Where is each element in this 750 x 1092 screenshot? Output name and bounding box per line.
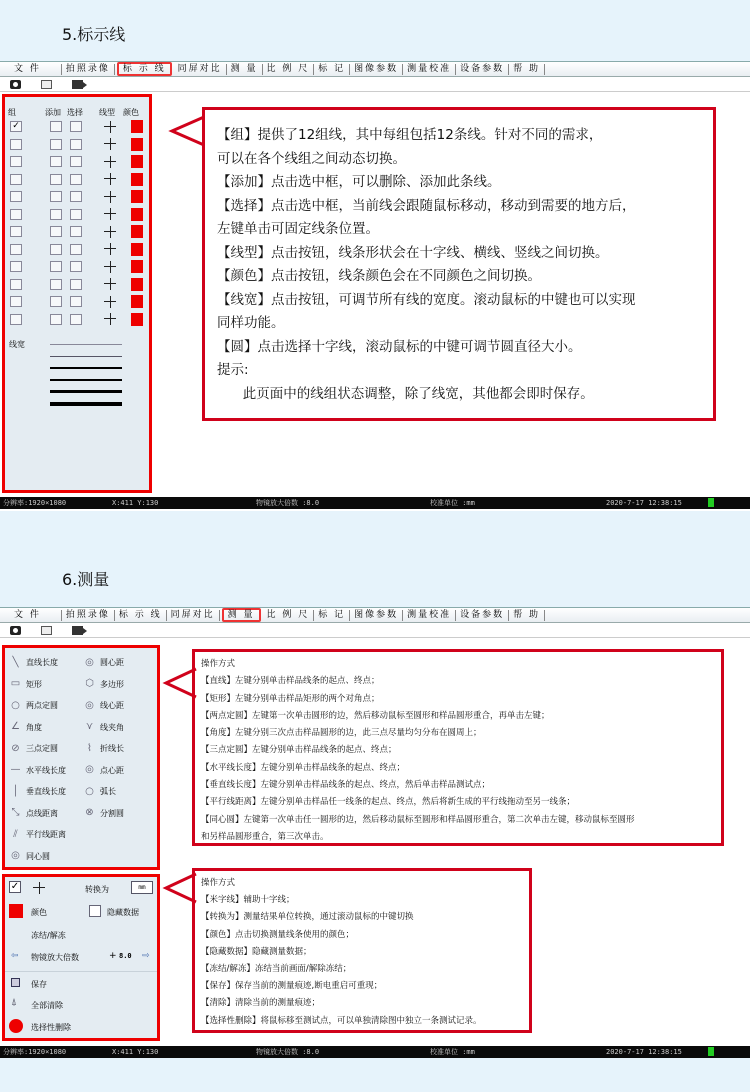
color-swatch[interactable] — [131, 190, 143, 203]
crosshair-linetype-icon[interactable] — [104, 173, 116, 185]
resolution-text: 分辨率:1920×1080 — [3, 1048, 67, 1056]
tool-button[interactable] — [9, 678, 83, 690]
callout-line: 和另样品圆形重合，第三次单击。 — [201, 831, 329, 842]
select-checkbox[interactable] — [70, 261, 82, 272]
menu-item[interactable]: 图像参数 — [350, 64, 403, 75]
tool-button[interactable] — [9, 721, 83, 733]
linetype-header: 线型 — [99, 107, 115, 117]
crosshair-checkbox[interactable]: ✓ — [10, 881, 20, 892]
line-icon: ╲ — [12, 656, 19, 668]
select-checkbox[interactable] — [70, 244, 82, 255]
group-row — [5, 206, 149, 224]
crosshair-linetype-icon[interactable] — [104, 156, 116, 168]
callout-line: 【颜色】点击按钮，线条颜色会在不同颜色之间切换。 — [217, 268, 541, 284]
save-icon[interactable] — [11, 978, 20, 987]
selective-delete-icon[interactable] — [9, 1019, 23, 1033]
hide-data-checkbox[interactable] — [89, 905, 101, 917]
check-icon: ✓ — [12, 121, 20, 132]
divider — [5, 971, 157, 972]
split-circle-icon: ⊗ — [85, 807, 94, 819]
add-checkbox[interactable] — [50, 226, 62, 237]
clear-all-button[interactable]: 全部清除 — [31, 1001, 63, 1010]
group-checkbox[interactable] — [10, 191, 22, 202]
group-row — [5, 188, 149, 206]
tool-row — [9, 738, 157, 760]
menu-item[interactable]: 文 件 — [0, 610, 62, 621]
datetime-text: 2020-7-17 12:38:15 — [606, 499, 682, 507]
callout-line: 【平行线距离】左键分别单击样品任一线条的起点、终点，然后将新生成的平行线拖动至另一线条； — [201, 797, 576, 808]
video-icon[interactable] — [72, 626, 83, 635]
add-checkbox[interactable] — [50, 261, 62, 272]
add-checkbox[interactable] — [50, 314, 62, 325]
tool-row — [9, 717, 157, 739]
tool-row — [9, 674, 157, 696]
tool-label: 直线长度 — [26, 658, 58, 668]
callout-line: 【直线】左键分别单击样品线条的起点、终点； — [201, 676, 380, 687]
crosshair-linetype-icon[interactable] — [104, 243, 116, 255]
callout-line: 操作方式 — [201, 878, 236, 888]
color-swatch[interactable] — [131, 138, 143, 151]
callout-line: 【添加】点击选中框，可以删除、添加此条线。 — [217, 174, 501, 190]
callout-line: 同样功能。 — [217, 315, 285, 331]
tool-button[interactable] — [9, 786, 83, 798]
group-checkbox[interactable] — [10, 261, 22, 272]
tool-label: 多边形 — [100, 679, 124, 689]
callout-line: 提示: — [217, 362, 249, 378]
status-bar — [0, 1046, 750, 1058]
group-row — [5, 223, 149, 241]
callout-line: 可以在各个线组之间动态切换。 — [217, 150, 406, 167]
callout-line: 左键单击可固定线条位置。 — [217, 221, 379, 237]
callout-line: 【颜色】点击切换测量线条使用的颜色； — [201, 929, 355, 940]
callout-line: 【两点定圆】左键第一次单击圆形的边，然后移动鼠标至圆形和样品圆形重合，再单击左键； — [201, 710, 550, 721]
angle-icon: ∠ — [11, 721, 20, 733]
callout-line: 【三点定圆】左键分别单击样品线条的起点、终点； — [201, 745, 397, 756]
tool-label: 矩形 — [26, 679, 42, 689]
group-checkbox[interactable] — [10, 156, 22, 167]
vertical-line-icon: │ — [12, 785, 19, 797]
tool-button[interactable] — [9, 850, 83, 862]
callout-line: 【选择性删除】将鼠标移至测试点，可以单独清除图中独立一条测试记录。 — [201, 1015, 482, 1026]
rectangle-icon: ▭ — [10, 678, 21, 690]
callout-line: 【选择】点击选中框，当前线会跟随鼠标移动，移动到需要的地方后， — [217, 197, 636, 214]
line-angle-icon: ⋎ — [85, 721, 94, 733]
group-checkbox[interactable] — [10, 279, 22, 290]
callout-line: 【组】提供了12组线，其中每组包括12条线。针对不同的需求， — [217, 127, 603, 143]
color-swatch[interactable] — [131, 313, 143, 326]
callout-line: 【保存】保存当前的测量痕迹,断电重启可重现； — [201, 981, 383, 992]
tool-button[interactable] — [9, 829, 83, 841]
group-row — [5, 258, 149, 276]
callout-line: 【转换为】测量结果单位转换，通过滚动鼠标的中键切换 — [201, 912, 414, 923]
tool-label: 点心距 — [100, 765, 124, 775]
group-checkbox[interactable] — [10, 244, 22, 255]
save-button[interactable]: 保存 — [31, 980, 47, 989]
select-checkbox[interactable] — [70, 226, 82, 237]
menu-item[interactable]: 帮 助 — [509, 610, 545, 621]
line-width-option[interactable] — [50, 390, 122, 393]
group-row — [5, 293, 149, 311]
callout-box — [202, 107, 716, 421]
callout-text — [205, 110, 713, 406]
group-checkbox[interactable] — [10, 209, 22, 220]
point-line-icon: ⤡ — [11, 807, 20, 819]
line-width-option[interactable] — [50, 367, 122, 369]
color-label: 颜色 — [31, 908, 47, 917]
tool-button[interactable] — [9, 743, 83, 755]
freeze-button[interactable]: 冻结/解冻 — [31, 931, 66, 940]
crosshair-linetype-icon[interactable] — [104, 226, 116, 238]
marker-line-panel — [2, 94, 152, 493]
color-swatch[interactable] — [131, 225, 143, 238]
color-swatch[interactable] — [131, 260, 143, 273]
menu-item[interactable]: 测量校准 — [403, 610, 456, 621]
line-width-label: 线宽 — [9, 340, 25, 349]
group-checkbox[interactable] — [10, 314, 22, 325]
polyline-icon: ⌇ — [87, 742, 92, 754]
magnify-text: 物镜放大倍数 :8.0 — [256, 499, 320, 507]
selective-delete-button[interactable]: 选择性删除 — [31, 1023, 71, 1032]
callout-line: 【线宽】点击按钮，可调节所有线的宽度。滚动鼠标的中键也可以实现 — [217, 291, 636, 308]
tool-row — [9, 803, 157, 825]
line-center-icon: ◎ — [85, 699, 94, 711]
group-list — [5, 118, 149, 328]
tool-button[interactable] — [9, 700, 83, 712]
callout-line: 【同心圆】左键第一次单击任一圆形的边，然后移动鼠标至圆形和样品圆形重合，第二次单击左键，移动鼠标至圆形 — [201, 814, 635, 825]
tool-button[interactable] — [9, 657, 83, 669]
group-row — [5, 153, 149, 171]
unit-selector[interactable]: mm — [131, 881, 153, 894]
tool-button[interactable] — [83, 657, 157, 669]
select-checkbox[interactable] — [70, 121, 82, 132]
tool-label: 分割圆 — [100, 808, 124, 818]
tool-label: 弧长 — [100, 787, 116, 797]
tool-row — [9, 824, 157, 846]
add-checkbox[interactable] — [50, 296, 62, 307]
line-width-option[interactable] — [50, 402, 122, 406]
menu-item[interactable]: 拍照录像 — [62, 610, 115, 621]
menu-bar — [0, 608, 750, 623]
tool-label: 圆心距 — [100, 658, 124, 668]
line-width-option[interactable] — [50, 356, 122, 357]
crosshair-linetype-icon[interactable] — [104, 191, 116, 203]
crosshair-linetype-icon[interactable] — [104, 208, 116, 220]
menu-item[interactable]: 测量校准 — [403, 64, 456, 75]
group-checkbox[interactable] — [10, 296, 22, 307]
tool-label: 线心距 — [100, 701, 124, 711]
callout-line: 【线型】点击按钮，线条形状会在十字线、横线、竖线之间切换。 — [217, 244, 609, 261]
menu-item[interactable]: 标 示 线 — [117, 62, 172, 76]
tool-button[interactable] — [9, 764, 83, 776]
select-checkbox[interactable] — [70, 156, 82, 167]
color-swatch[interactable] — [131, 295, 143, 308]
point-center-icon: ◎ — [85, 764, 94, 776]
tool-row — [9, 652, 157, 674]
magnify-label: 物镜放大倍数 — [31, 953, 79, 962]
unit-text: 校准单位 :mm — [430, 499, 475, 507]
color-swatch[interactable] — [9, 904, 23, 918]
menu-item[interactable]: 标 示 线 — [115, 610, 167, 621]
battery-icon — [708, 1047, 714, 1056]
group-row — [5, 276, 149, 294]
select-checkbox[interactable] — [70, 174, 82, 185]
callout-line: 【垂直线长度】左键分别单击样品线条的起点、终点，然后单击样品测试点； — [201, 780, 491, 791]
add-checkbox[interactable] — [50, 156, 62, 167]
menu-item[interactable]: 帮 助 — [509, 64, 545, 75]
callout-line: 【米字线】辅助十字线； — [201, 895, 295, 906]
datetime-text: 2020-7-17 12:38:15 — [606, 1048, 682, 1056]
magnify-value: 8.0 — [119, 952, 132, 960]
tool-label: 水平线长度 — [26, 765, 66, 775]
arc-icon: ○ — [85, 785, 94, 797]
menu-item[interactable]: 同屏对比 — [167, 610, 220, 621]
callout-box — [192, 649, 724, 846]
group-checkbox[interactable] — [10, 174, 22, 185]
callout-line: 【矩形】左键分别单击样品矩形的两个对角点； — [201, 693, 380, 704]
callout-text — [195, 652, 721, 846]
tool-row — [9, 760, 157, 782]
crosshair-linetype-icon[interactable] — [104, 121, 116, 133]
group-checkbox[interactable] — [10, 139, 22, 150]
callout-line: 此页面中的线组状态调整，除了线宽，其他都会即时保存。 — [217, 385, 594, 402]
menu-item[interactable]: 标 记 — [314, 610, 350, 621]
color-header: 颜色 — [123, 107, 139, 117]
group-header: 组 — [8, 107, 16, 117]
menu-item[interactable]: 设备参数 — [456, 64, 509, 75]
tool-button[interactable] — [83, 721, 157, 733]
selection-icon[interactable] — [41, 626, 52, 635]
horizontal-line-icon: — — [10, 764, 21, 776]
crosshair-icon — [33, 882, 45, 894]
select-checkbox[interactable] — [70, 191, 82, 202]
coords-text: X:411 Y:130 — [112, 1048, 159, 1056]
tool-button[interactable] — [83, 786, 157, 798]
group-row — [5, 241, 149, 259]
tool-row — [9, 781, 157, 803]
tool-button[interactable] — [83, 807, 157, 819]
magnify-text: 物镜放大倍数 :8.0 — [256, 1048, 320, 1056]
add-checkbox[interactable] — [50, 191, 62, 202]
select-checkbox[interactable] — [70, 279, 82, 290]
select-checkbox[interactable] — [70, 314, 82, 325]
color-swatch[interactable] — [131, 155, 143, 168]
circle-center-icon: ◎ — [85, 656, 94, 668]
tool-button[interactable] — [9, 807, 83, 819]
tool-button[interactable] — [83, 678, 157, 690]
menu-item[interactable]: 比 例 尺 — [263, 610, 315, 621]
camera-icon[interactable] — [10, 80, 21, 89]
menu-item[interactable]: 测 量 — [222, 608, 261, 622]
tool-label: 平行线距离 — [26, 830, 66, 840]
tool-button[interactable] — [83, 764, 157, 776]
measure-tools-panel — [2, 645, 160, 870]
callout-line: 【隐藏数据】隐藏测量数据； — [201, 946, 312, 957]
callout-line: 【清除】清除当前的测量痕迹； — [201, 998, 321, 1009]
resolution-text: 分辨率:1920×1080 — [3, 499, 67, 507]
camera-icon[interactable] — [10, 626, 21, 635]
menu-item[interactable]: 测 量 — [227, 64, 263, 75]
battery-icon — [708, 498, 714, 507]
callout-line: 【角度】左键分别三次点击样品圆形的边，此三点尽量均匀分布在圆周上； — [201, 728, 482, 739]
color-swatch[interactable] — [131, 208, 143, 221]
add-checkbox[interactable] — [50, 244, 62, 255]
tool-label: 角度 — [26, 722, 42, 732]
circle-icon: ○ — [11, 699, 20, 711]
measure-options-panel — [2, 874, 160, 1041]
three-point-circle-icon: ⊘ — [11, 742, 20, 754]
add-checkbox[interactable] — [50, 139, 62, 150]
tool-label: 折线长 — [100, 744, 124, 754]
tool-row — [9, 846, 157, 868]
group-row — [5, 171, 149, 189]
coords-text: X:411 Y:130 — [112, 499, 159, 507]
tool-button[interactable] — [83, 700, 157, 712]
menu-item[interactable]: 比 例 尺 — [263, 64, 315, 75]
tool-label: 同心圆 — [26, 851, 50, 861]
group-checkbox[interactable] — [10, 226, 22, 237]
crosshair-linetype-icon[interactable] — [104, 313, 116, 325]
add-checkbox[interactable] — [50, 174, 62, 185]
select-checkbox[interactable] — [70, 209, 82, 220]
unit-text: 校准单位 :mm — [430, 1048, 475, 1056]
callout-pointer — [158, 667, 198, 701]
color-swatch[interactable] — [131, 278, 143, 291]
menu-item[interactable]: 文 件 — [0, 64, 62, 75]
color-swatch[interactable] — [131, 120, 143, 133]
add-header: 添加 — [45, 107, 61, 117]
parallel-line-icon: ⫽ — [13, 828, 18, 840]
crosshair-linetype-icon[interactable] — [104, 278, 116, 290]
tool-row — [9, 695, 157, 717]
select-header: 选择 — [67, 107, 83, 117]
hide-data-label: 隐藏数据 — [107, 908, 139, 917]
line-width-option[interactable] — [50, 379, 122, 381]
callout-line: 【水平线长度】左键分别单击样品线条的起点、终点； — [201, 762, 406, 773]
menu-item[interactable]: 设备参数 — [456, 610, 509, 621]
tool-label: 两点定圆 — [26, 701, 58, 711]
section-title: 5.标示线 — [62, 25, 126, 44]
group-row — [5, 136, 149, 154]
color-swatch[interactable] — [131, 173, 143, 186]
callout-line: 【冻结/解冻】冻结当前画面/解除冻结； — [201, 964, 352, 975]
callout-box — [192, 868, 532, 1033]
group-row — [5, 118, 149, 136]
line-width-selector[interactable] — [5, 339, 149, 419]
tool-label: 点线距离 — [26, 808, 58, 818]
menu-bar — [0, 62, 750, 77]
color-swatch[interactable] — [131, 243, 143, 256]
convert-label: 转换为 — [85, 885, 109, 894]
crosshair-linetype-icon[interactable] — [104, 296, 116, 308]
toolbar — [0, 623, 750, 638]
group-checkbox[interactable] — [10, 121, 22, 132]
video-icon[interactable] — [72, 80, 83, 89]
section-title: 6.测量 — [62, 570, 110, 589]
plus-icon: + — [109, 951, 117, 961]
status-bar — [0, 497, 750, 509]
polygon-icon: ⬡ — [85, 678, 94, 690]
panel-header — [5, 106, 149, 118]
tool-button[interactable] — [83, 743, 157, 755]
group-row — [5, 311, 149, 329]
add-checkbox[interactable] — [50, 209, 62, 220]
tool-label: 三点定圆 — [26, 744, 58, 754]
selection-icon[interactable] — [41, 80, 52, 89]
line-width-option[interactable] — [50, 344, 122, 345]
select-checkbox[interactable] — [70, 296, 82, 307]
crosshair-linetype-icon[interactable] — [104, 261, 116, 273]
menu-item[interactable]: 拍照录像 — [62, 64, 115, 75]
menu-item[interactable]: 同屏对比 — [174, 64, 227, 75]
menu-item[interactable]: 标 记 — [314, 64, 350, 75]
concentric-circle-icon: ◎ — [11, 850, 20, 862]
arrow-left-icon[interactable]: ⇦ — [11, 951, 19, 961]
add-checkbox[interactable] — [50, 121, 62, 132]
callout-line: 操作方式 — [201, 659, 236, 669]
callout-line: 【圆】点击选择十字线，滚动鼠标的中键可调节圆直径大小。 — [217, 338, 582, 355]
arrow-right-icon[interactable]: ⇨ — [142, 951, 150, 961]
select-checkbox[interactable] — [70, 139, 82, 150]
callout-text — [195, 871, 529, 1030]
tool-label: 垂直线长度 — [26, 787, 66, 797]
callout-pointer — [150, 115, 206, 150]
tool-label: 线夹角 — [100, 722, 124, 732]
crosshair-linetype-icon[interactable] — [104, 138, 116, 150]
toolbar — [0, 77, 750, 92]
clear-icon[interactable]: ⍋ — [11, 997, 17, 1008]
callout-pointer — [158, 872, 198, 906]
menu-item[interactable]: 图像参数 — [350, 610, 403, 621]
add-checkbox[interactable] — [50, 279, 62, 290]
